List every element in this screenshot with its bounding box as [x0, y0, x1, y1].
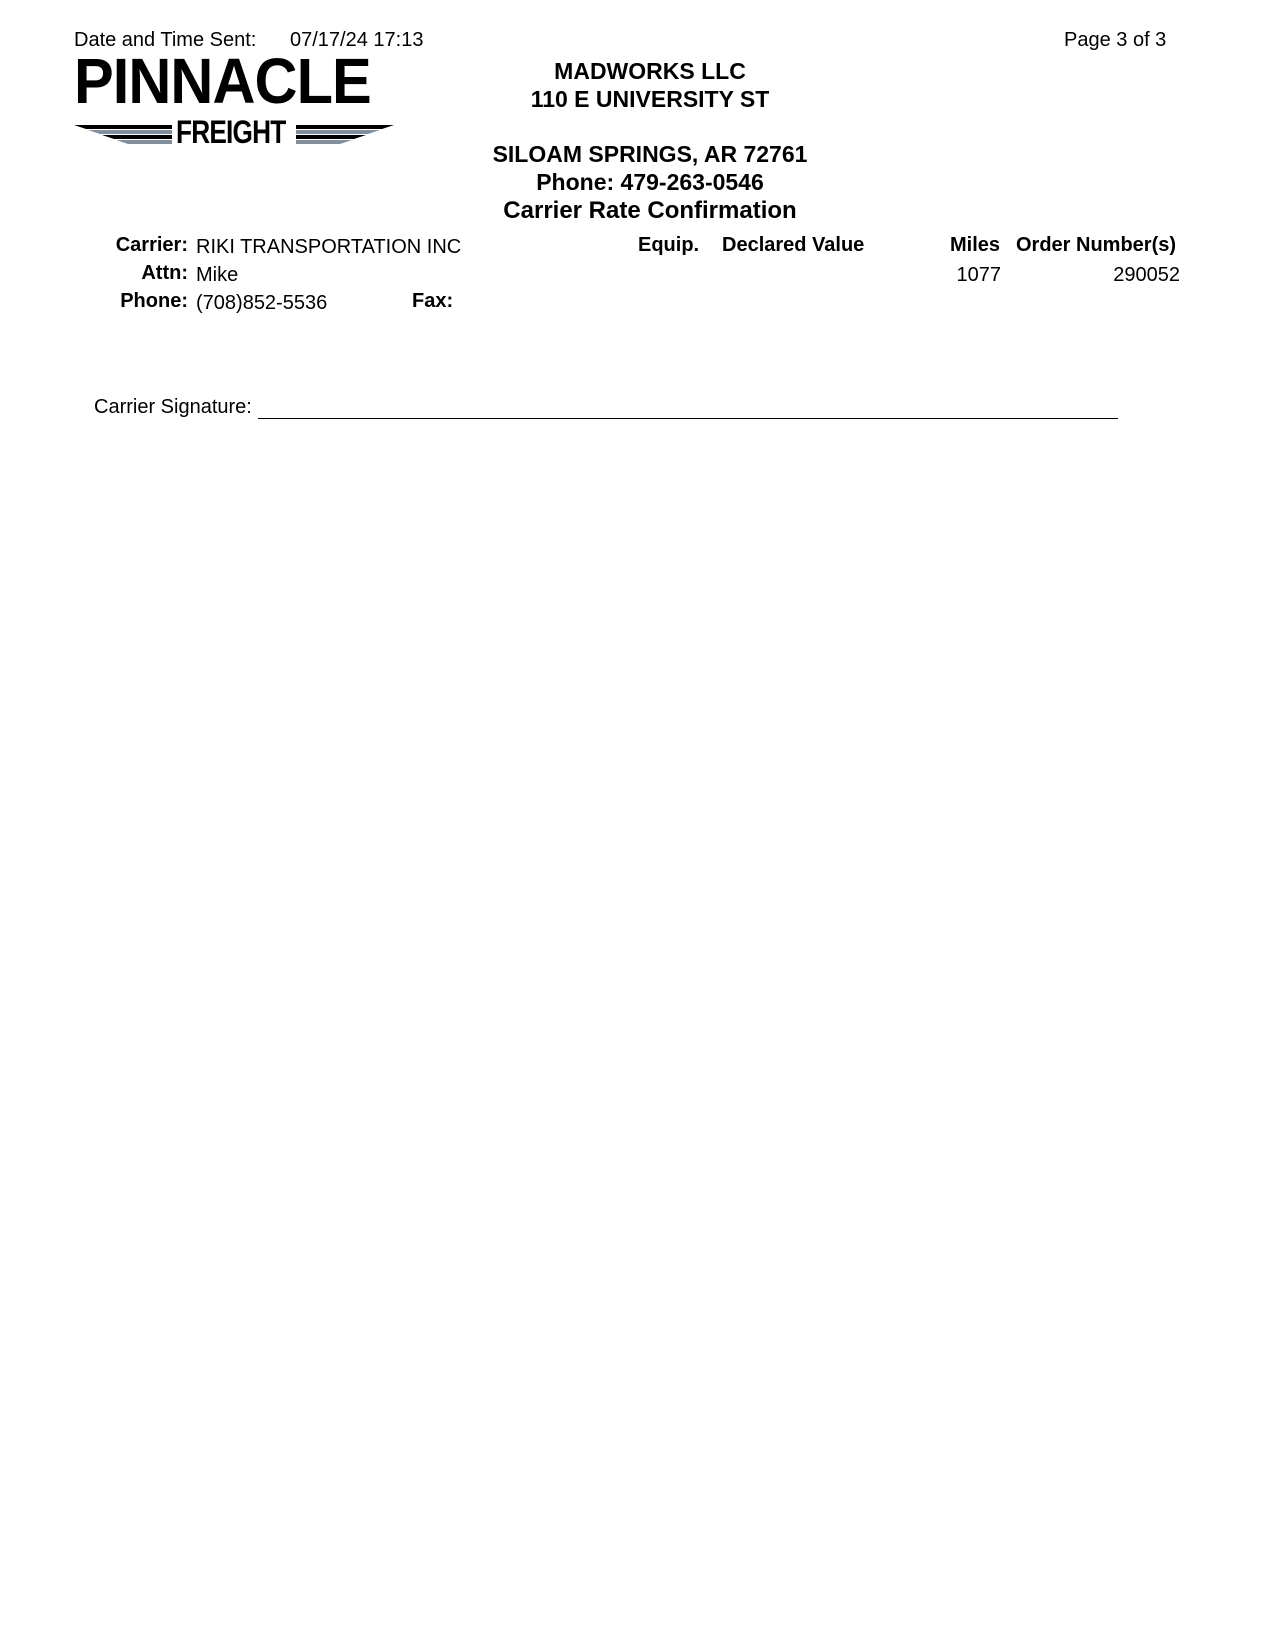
- carrier-phone-value: (708)852-5536: [196, 292, 328, 314]
- date-time-sent-label: Date and Time Sent:: [74, 29, 257, 51]
- document-title: Carrier Rate Confirmation: [503, 197, 797, 224]
- carrier-value: RIKI TRANSPORTATION INC: [196, 236, 462, 258]
- company-address-line2: SILOAM SPRINGS, AR 72761: [492, 141, 808, 167]
- carrier-label: Carrier:: [115, 234, 188, 256]
- attn-label: Attn:: [141, 262, 188, 284]
- column-header-order-numbers: Order Number(s): [1016, 234, 1177, 256]
- pinnacle-freight-logo: [74, 45, 394, 151]
- carrier-signature-label: Carrier Signature:: [94, 396, 252, 418]
- logo-subline: [74, 115, 394, 149]
- date-time-sent-value: 07/17/24 17:13: [290, 29, 424, 51]
- column-header-miles: Miles: [950, 234, 1001, 256]
- logo-wordmark: PINNACLE: [74, 45, 371, 117]
- column-header-declared-value: Declared Value: [722, 234, 865, 256]
- fax-label: Fax:: [412, 290, 454, 312]
- page-number: Page 3 of 3: [1064, 29, 1167, 51]
- column-header-equip: Equip.: [638, 234, 700, 256]
- company-address-line1: 110 E UNIVERSITY ST: [530, 86, 770, 112]
- order-number-value: 290052: [1113, 264, 1180, 286]
- attn-value: Mike: [196, 264, 239, 286]
- logo-freight-text: FREIGHT: [176, 114, 286, 150]
- carrier-phone-label: Phone:: [120, 290, 188, 312]
- company-phone: Phone: 479-263-0546: [536, 169, 764, 195]
- carrier-signature-line[interactable]: [258, 418, 1118, 419]
- miles-value: 1077: [956, 264, 1001, 286]
- company-name: MADWORKS LLC: [554, 58, 746, 84]
